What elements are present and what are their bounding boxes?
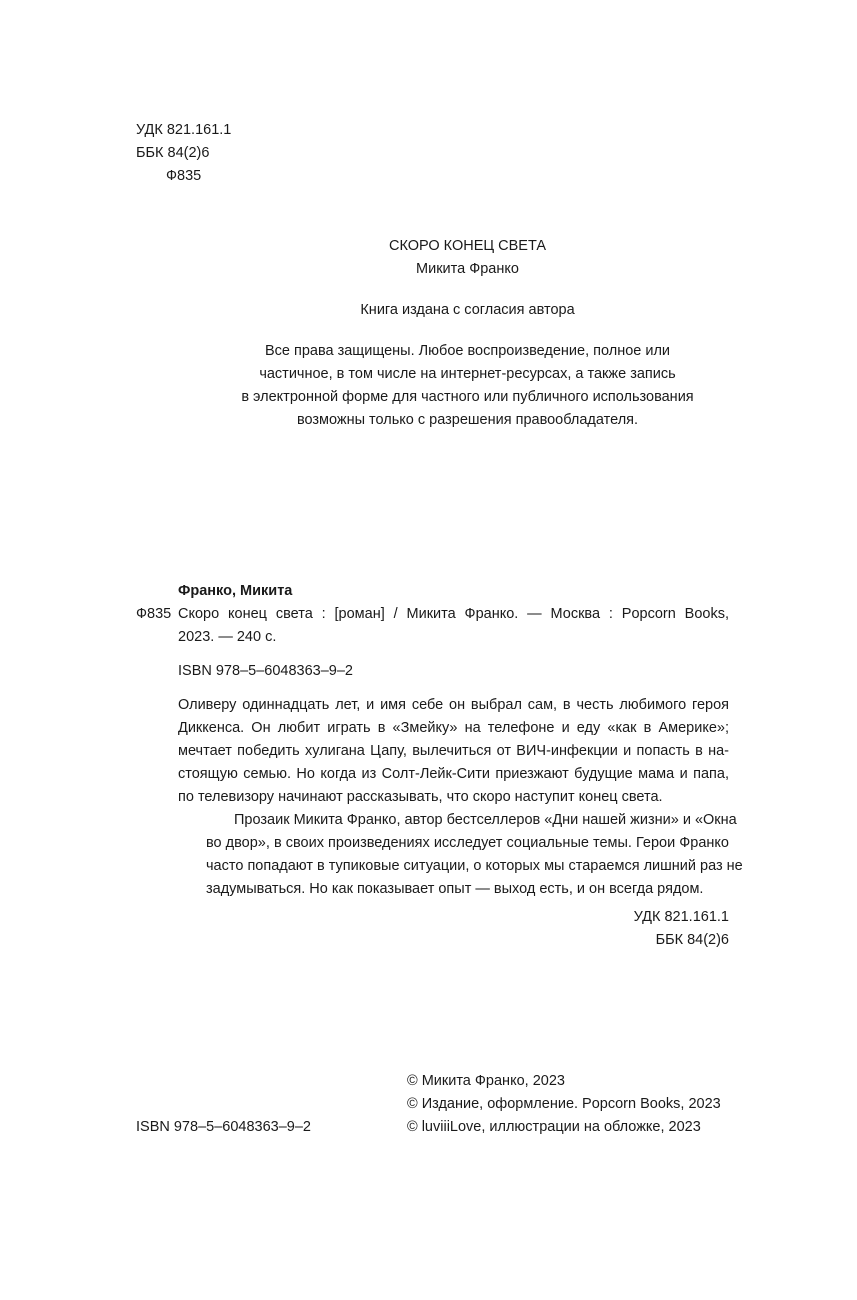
annotation-paragraph	[178, 809, 743, 901]
annotation-line: стоящую семью. Но когда из Солт-Лейк-Сити приезжают будущие мама и папа,	[178, 766, 729, 782]
annotation-paragraph	[178, 694, 729, 809]
annotation-line: мечтает победить хулигана Цапу, вылечиться от ВИЧ-инфекции и попасть в на-	[178, 743, 729, 759]
rights-line: возможны только с разрешения правообладателя.	[296, 412, 639, 428]
consent-note	[0, 299, 857, 322]
card-classification-codes	[634, 906, 729, 952]
annotation-line: часто попадают в тупиковые ситуации, о которых мы стараемся лишний раз не	[206, 858, 743, 874]
copyright-line: © Издание, оформление. Popcorn Books, 2023	[407, 1096, 721, 1112]
card-description	[178, 603, 729, 649]
copyright-line: © luviiiLove, иллюстрации на обложке, 2023	[407, 1119, 701, 1135]
udk-code: УДК 821.161.1	[136, 122, 232, 138]
rights-notice	[0, 340, 857, 432]
annotation-line: Оливеру одиннадцать лет, и имя себе он выбрал сам, в честь любимого героя	[178, 697, 729, 713]
copyright-line: © Микита Франко, 2023	[407, 1073, 565, 1089]
bbk-code: ББК 84(2)6	[136, 145, 210, 161]
classification-codes	[136, 119, 231, 188]
copyright-notices	[407, 1070, 721, 1139]
rights-line: в электронной форме для частного или публичного использования	[241, 389, 694, 405]
rights-line: Все права защищены. Любое воспроизведение, полное или	[264, 343, 671, 359]
card-description-line: Скоро конец света : [роман] / Микита Франко. — Москва : Popcorn Books,	[178, 606, 729, 622]
card-isbn: ISBN 978–5–6048363–9–2	[178, 663, 353, 679]
annotation-line: Диккенса. Он любит играть в «Змейку» на телефоне и еду «как в Америке»;	[178, 720, 729, 736]
card-bbk-code: ББК 84(2)6	[655, 932, 729, 948]
author-mark: Ф835	[166, 168, 202, 184]
card-udk-code: УДК 821.161.1	[633, 909, 729, 925]
annotation-line: по телевизору начинают рассказывать, что скоро наступит конец света.	[178, 789, 663, 805]
consent-text: Книга издана с согласия автора	[360, 302, 575, 318]
annotation-line: во двор», в своих произведениях исследует социальные темы. Герои Франко	[206, 835, 729, 851]
card-description-line: 2023. — 240 с.	[178, 629, 277, 645]
title-block	[0, 235, 857, 281]
card-author-mark: Ф835	[136, 606, 172, 622]
rights-line: частичное, в том числе на интернет-ресурсах, а также запись	[259, 366, 676, 382]
book-title: СКОРО КОНЕЦ СВЕТА	[388, 238, 546, 254]
annotation-line: Прозаик Микита Франко, автор бестселлеров «Дни нашей жизни» и «Окна	[234, 812, 737, 828]
isbn: ISBN 978–5–6048363–9–2	[136, 1119, 311, 1135]
book-author: Микита Франко	[416, 261, 519, 277]
card-author-heading: Франко, Микита	[178, 583, 293, 599]
annotation	[178, 694, 743, 901]
annotation-line: задумываться. Но как показывает опыт — выход есть, и он всегда рядом.	[206, 881, 704, 897]
